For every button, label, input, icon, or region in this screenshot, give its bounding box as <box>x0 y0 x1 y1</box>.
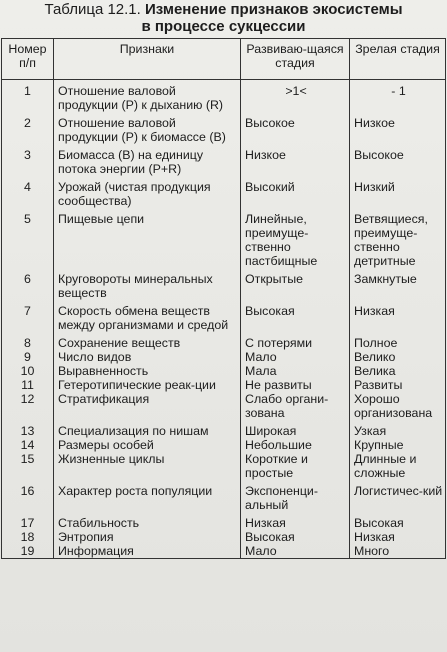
row-developing-cell: Высокая <box>241 530 350 544</box>
row-number-cell: 17 <box>2 516 54 530</box>
row-sign-cell: Характер роста популяции <box>54 484 241 516</box>
row-sign-cell: Пищевые цепи <box>54 212 241 272</box>
row-developing-cell: Низкая <box>241 516 350 530</box>
row-developing-cell: Высокий <box>241 180 350 212</box>
table-row <box>2 80 446 117</box>
row-developing-cell: Линейные, преимуще-ственно пастбищные <box>241 212 350 272</box>
row-number-cell: 11 <box>2 378 54 392</box>
row-number-cell: 4 <box>2 180 54 212</box>
row-mature-cell: Велико <box>350 350 446 364</box>
table-row <box>2 544 446 559</box>
row-mature-cell: Узкая <box>350 424 446 438</box>
table-row <box>2 180 446 212</box>
row-mature-cell: Велика <box>350 364 446 378</box>
table-row <box>2 364 446 378</box>
row-number-cell: 6 <box>2 272 54 304</box>
table-row <box>2 116 446 148</box>
table-row <box>2 392 446 424</box>
row-mature-cell: Низкая <box>350 530 446 544</box>
table-row <box>2 516 446 530</box>
row-developing-cell: С потерями <box>241 336 350 350</box>
header-number: Номер п/п <box>2 39 54 80</box>
row-sign-cell: Круговороты минеральных веществ <box>54 272 241 304</box>
row-sign-cell: Стабильность <box>54 516 241 530</box>
row-developing-cell: Широкая <box>241 424 350 438</box>
header-signs: Признаки <box>54 39 241 80</box>
caption-line-1 <box>0 1 447 18</box>
row-sign-cell: Гетеротипические реак-ции <box>54 378 241 392</box>
table-body <box>2 80 446 559</box>
table-row <box>2 212 446 272</box>
row-number-cell: 14 <box>2 438 54 452</box>
row-mature-cell: Ветвящиеся, преимуще-ственно детритные <box>350 212 446 272</box>
table-caption <box>0 1 447 35</box>
row-sign-cell: Скорость обмена веществ между организмами и средой <box>54 304 241 336</box>
row-sign-cell: Биомасса (В) на единицу потока энергии (P+R) <box>54 148 241 180</box>
row-number-cell: 1 <box>2 80 54 117</box>
row-mature-cell: Много <box>350 544 446 559</box>
row-mature-cell: Полное <box>350 336 446 350</box>
row-mature-cell: Низкое <box>350 116 446 148</box>
row-number-cell: 12 <box>2 392 54 424</box>
row-developing-cell: Короткие и простые <box>241 452 350 484</box>
row-mature-cell: Высокая <box>350 516 446 530</box>
row-number-cell: 2 <box>2 116 54 148</box>
row-number-cell: 16 <box>2 484 54 516</box>
row-developing-cell: Высокое <box>241 116 350 148</box>
table-row <box>2 148 446 180</box>
row-sign-cell: Сохранение веществ <box>54 336 241 350</box>
row-mature-cell: Длинные и сложные <box>350 452 446 484</box>
row-developing-cell: Экспоненци-альный <box>241 484 350 516</box>
table-row <box>2 424 446 438</box>
table-header-row <box>2 39 446 80</box>
table-row <box>2 530 446 544</box>
row-mature-cell: Крупные <box>350 438 446 452</box>
row-sign-cell: Энтропия <box>54 530 241 544</box>
row-mature-cell: Низкий <box>350 180 446 212</box>
row-mature-cell: Хорошо организована <box>350 392 446 424</box>
row-sign-cell: Информация <box>54 544 241 559</box>
caption-title-line-1: Изменение признаков экосистемы <box>144 1 403 18</box>
row-number-cell: 9 <box>2 350 54 364</box>
table-row <box>2 378 446 392</box>
row-sign-cell: Специализация по нишам <box>54 424 241 438</box>
table-row <box>2 304 446 336</box>
row-developing-cell: Низкое <box>241 148 350 180</box>
table-row <box>2 336 446 350</box>
row-number-cell: 7 <box>2 304 54 336</box>
row-mature-cell: Низкая <box>350 304 446 336</box>
header-developing-stage: Развиваю-щаяся стадия <box>241 39 350 80</box>
row-developing-cell: >1< <box>241 80 350 117</box>
row-mature-cell: - 1 <box>350 80 446 117</box>
row-sign-cell: Жизненные циклы <box>54 452 241 484</box>
row-number-cell: 13 <box>2 424 54 438</box>
row-mature-cell: Замкнутые <box>350 272 446 304</box>
table-row <box>2 350 446 364</box>
row-number-cell: 19 <box>2 544 54 559</box>
row-developing-cell: Слабо органи-зована <box>241 392 350 424</box>
row-mature-cell: Логистичес-кий <box>350 484 446 516</box>
row-mature-cell: Высокое <box>350 148 446 180</box>
row-sign-cell: Размеры особей <box>54 438 241 452</box>
header-mature-stage: Зрелая стадия <box>350 39 446 80</box>
table-row <box>2 272 446 304</box>
row-developing-cell: Небольшие <box>241 438 350 452</box>
table-row <box>2 452 446 484</box>
row-sign-cell: Выравненность <box>54 364 241 378</box>
row-number-cell: 5 <box>2 212 54 272</box>
row-number-cell: 15 <box>2 452 54 484</box>
row-sign-cell: Отношение валовой продукции (Р) к биомассе (В) <box>54 116 241 148</box>
row-sign-cell: Отношение валовой продукции (Р) к дыханию (R) <box>54 80 241 117</box>
row-number-cell: 3 <box>2 148 54 180</box>
table-row <box>2 438 446 452</box>
row-sign-cell: Стратификация <box>54 392 241 424</box>
row-developing-cell: Высокая <box>241 304 350 336</box>
caption-title-line-2: в процессе сукцессии <box>141 18 306 35</box>
row-developing-cell: Мала <box>241 364 350 378</box>
row-developing-cell: Открытые <box>241 272 350 304</box>
row-developing-cell: Мало <box>241 544 350 559</box>
table-row <box>2 484 446 516</box>
row-number-cell: 8 <box>2 336 54 350</box>
succession-table <box>1 38 446 559</box>
row-sign-cell: Число видов <box>54 350 241 364</box>
row-number-cell: 18 <box>2 530 54 544</box>
row-developing-cell: Не развиты <box>241 378 350 392</box>
row-number-cell: 10 <box>2 364 54 378</box>
row-developing-cell: Мало <box>241 350 350 364</box>
caption-prefix: Таблица 12.1. <box>44 1 141 18</box>
row-sign-cell: Урожай (чистая продукция сообщества) <box>54 180 241 212</box>
row-mature-cell: Развиты <box>350 378 446 392</box>
